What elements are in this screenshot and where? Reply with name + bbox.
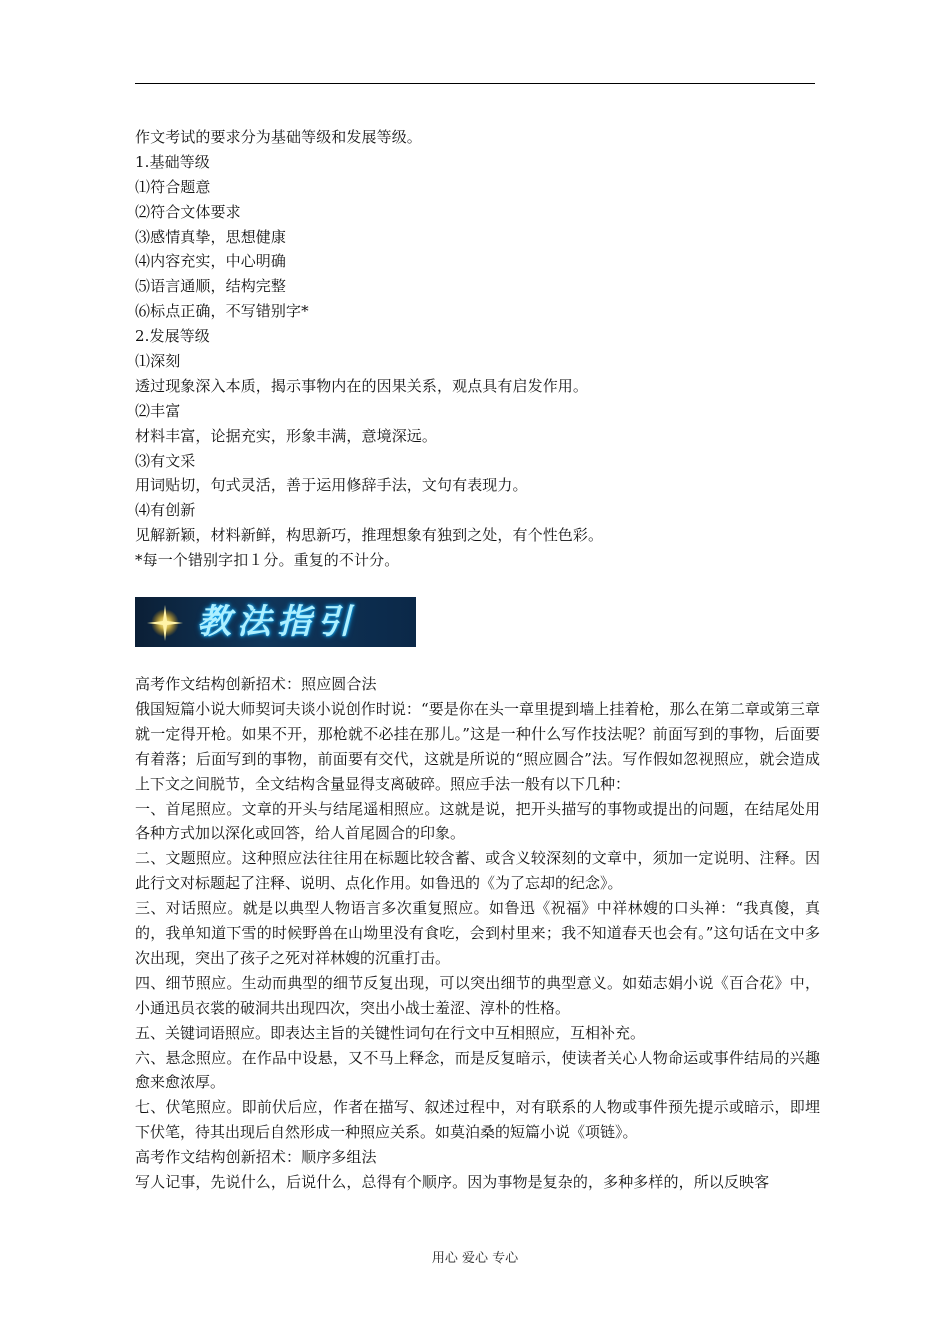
article-paragraph: 五、关键词语照应。即表达主旨的关键性词句在行文中互相照应，互相补充。 [135, 1023, 646, 1042]
teaching-guide-banner [135, 597, 416, 647]
section-heading: 高考作文结构创新招术：照应圆合法 [135, 675, 377, 693]
sparkle-star-icon [145, 603, 185, 643]
article-paragraph: 俄国短篇小说大师契诃夫谈小说创作时说：“要是你在头一章里提到墙上挂着枪，那么在第二章或第三章就一定得开枪。如果不开，那枪就不必挂在那儿。”这是一种什么写作技法呢？前面写到的事物，后面要有着落；后面写到的事物，前面要有交代，这就是所说的“照应圆合”法。写作假如忽视照应，就会造成上下文之间脱节，全文结构含量显得支离破碎。照应手法一般有以下几种： [135, 699, 820, 793]
req-line: ⑶感情真挚，思想健康 [135, 227, 287, 246]
article-paragraph: 三、对话照应。就是以典型人物语言多次重复照应。如鲁迅《祝福》中祥林嫂的口头禅：“我真傻，真的，我单知道下雪的时候野兽在山坳里没有食吃，会到村里来；我不知道春天也会有。”这句话在文中多次出现，突出了孩子之死对祥林嫂的沉重打击。 [135, 899, 820, 967]
req-line: *每一个错别字扣１分。重复的不计分。 [135, 551, 400, 570]
article-last-line: 写人记事，先说什么，后说什么，总得有个顺序。因为事物是复杂的，多种多样的，所以反映客 [135, 1173, 770, 1192]
req-line: ⑶有文采 [135, 451, 196, 470]
req-line: ⑹标点正确，不写错别字* [135, 302, 309, 321]
req-line: ⑴符合题意 [135, 177, 211, 196]
req-line: ⑴深刻 [135, 352, 181, 371]
section-heading: 高考作文结构创新招术：顺序多组法 [135, 1148, 377, 1167]
req-line: 用词贴切，句式灵活，善于运用修辞手法，文句有表现力。 [135, 476, 528, 495]
article-body [135, 672, 820, 1195]
req-line: ⑷有创新 [135, 501, 196, 520]
article-paragraph: 七、伏笔照应。即前伏后应，作者在描写、叙述过程中，对有联系的人物或事件预先提示或暗示，即埋下伏笔，待其出现后自然形成一种照应关系。如莫泊桑的短篇小说《项链》。 [135, 1098, 820, 1142]
req-line: 作文考试的要求分为基础等级和发展等级。 [135, 128, 422, 146]
req-line: ⑷内容充实，中心明确 [135, 252, 287, 271]
page-footer: 用心 爱心 专心 [431, 1251, 519, 1266]
req-line: 见解新颖，材料新鲜，构思新巧，推理想象有独到之处，有个性色彩。 [135, 526, 604, 545]
req-line: ⑵符合文体要求 [135, 202, 241, 221]
article-paragraph: 二、文题照应。这种照应法往往用在标题比较含蓄、或含义较深刻的文章中，须加一定说明、注释。因此行文对标题起了注释、说明、点化作用。如鲁迅的《为了忘却的纪念》。 [135, 849, 820, 893]
exam-requirements [135, 125, 820, 573]
req-line: ⑵丰富 [135, 401, 181, 420]
article-paragraph: 六、悬念照应。在作品中设悬，又不马上释念，而是反复暗示，使读者关心人物命运或事件结局的兴趣愈来愈浓厚。 [135, 1048, 820, 1092]
req-line: 1.基础等级 [135, 152, 210, 171]
banner-title: 教法指引 [197, 602, 357, 642]
req-line: 2.发展等级 [135, 327, 210, 346]
req-line: 材料丰富，论据充实，形象丰满，意境深远。 [135, 426, 438, 445]
req-line: 透过现象深入本质，揭示事物内在的因果关系，观点具有启发作用。 [135, 376, 589, 395]
article-paragraph: 四、细节照应。生动而典型的细节反复出现，可以突出细节的典型意义。如茹志娟小说《百合花》中，小通迅员衣裳的破洞共出现四次，突出小战士羞涩、淳朴的性格。 [135, 973, 820, 1017]
header-rule [135, 83, 815, 84]
req-line: ⑸语言通顺，结构完整 [135, 277, 287, 296]
article-paragraph: 一、首尾照应。文章的开头与结尾遥相照应。这就是说，把开头描写的事物或提出的问题，在结尾处用各种方式加以深化或回答，给人首尾圆合的印象。 [135, 799, 820, 843]
